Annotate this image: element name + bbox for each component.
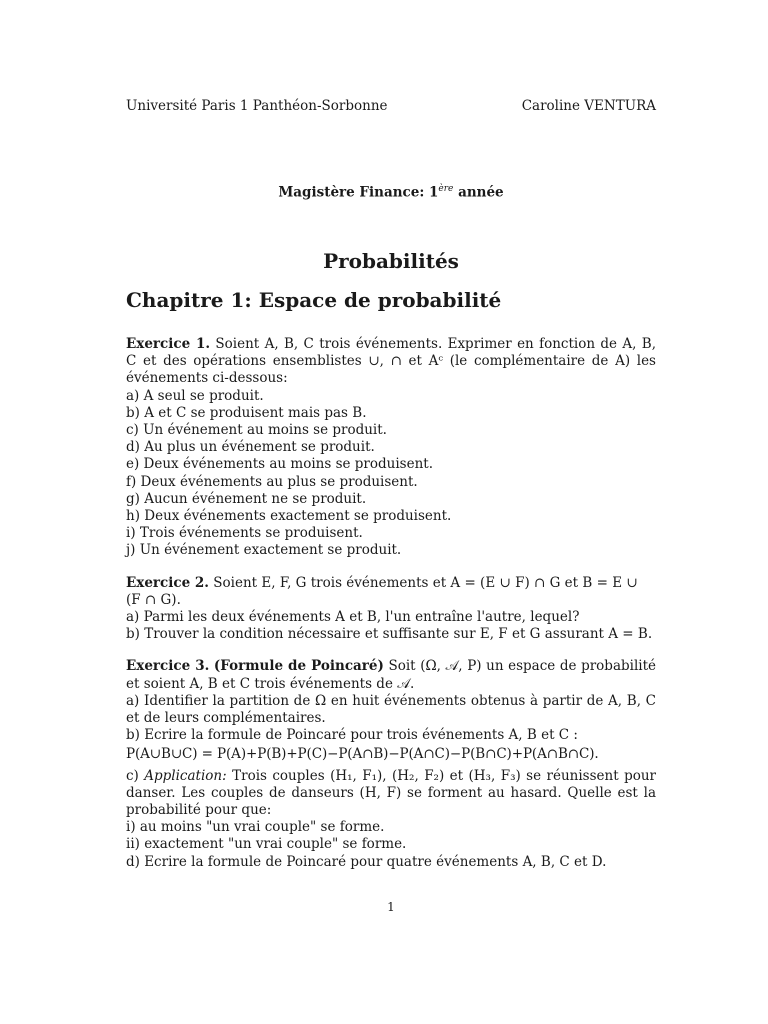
list-item: a) Parmi les deux événements A et B, l'un entraîne l'autre, lequel? bbox=[126, 609, 580, 626]
list-item: b) A et C se produisent mais pas B. bbox=[126, 404, 367, 421]
list-item: e) Deux événements au moins se produisent. bbox=[126, 456, 433, 473]
exercise-3-intro: Exercice 3. (Formule de Poincaré) Soit (Ω, 𝒜, P) un espace de probabilité et soient A, B et C trois événements de 𝒜. bbox=[126, 658, 657, 692]
university-name: Université Paris 1 Panthéon-Sorbonne bbox=[126, 98, 388, 114]
page-number: 1 bbox=[387, 900, 395, 914]
exercise-2-intro: Exercice 2. Soient E, F, G trois événements et A = (E ∪ F) ∩ G et B = E ∪ (F ∩ G). bbox=[126, 574, 638, 608]
list-item: a) A seul se produit. bbox=[126, 387, 264, 404]
list-item: ii) exactement "un vrai couple" se forme. bbox=[126, 836, 407, 853]
exercise-3-item-a: a) Identifier la partition de Ω en huit événements obtenus à partir de A, B, C et de leurs complémentaires. bbox=[126, 692, 656, 727]
list-item: b) Trouver la condition nécessaire et suffisante sur E, F et G assurant A = B. bbox=[126, 626, 653, 643]
exercise-1 bbox=[126, 336, 656, 560]
exercise-3-item-c: c) Application: Trois couples (H₁, F₁), (H₂, F₂) et (H₃, F₃) se réunissent pour danser. Les couples de danseurs (H, F) se forment au hasard. Quelle est la probabilité pour que: bbox=[126, 767, 656, 819]
poincare-formula: P(A∪B∪C) = P(A)+P(B)+P(C)−P(A∩B)−P(A∩C)−P(B∩C)+P(A∩B∩C). bbox=[126, 746, 599, 763]
document-body bbox=[126, 336, 656, 886]
list-item: c) Un événement au moins se produit. bbox=[126, 422, 387, 439]
list-item: i) au moins "un vrai couple" se forme. bbox=[126, 819, 385, 836]
chapter-title: Chapitre 1: Espace de probabilité bbox=[126, 288, 502, 312]
list-item: h) Deux événements exactement se produisent. bbox=[126, 508, 452, 525]
author-name: Caroline VENTURA bbox=[521, 98, 656, 114]
exercise-3 bbox=[126, 658, 656, 870]
course-title: Magistère Finance: 1ère année bbox=[278, 184, 504, 201]
exercise-3-item-b: b) Ecrire la formule de Poincaré pour trois événements A, B et C : bbox=[126, 727, 578, 744]
exercise-1-intro: Exercice 1. Soient A, B, C trois événements. Exprimer en fonction de A, B, C et des opérations ensemblistes ∪, ∩ et Aᶜ (le complémentaire de A) les événements ci-dessous: bbox=[126, 336, 656, 387]
list-item: g) Aucun événement ne se produit. bbox=[126, 490, 367, 507]
exercise-3-item-d: d) Ecrire la formule de Poincaré pour quatre événements A, B, C et D. bbox=[126, 853, 607, 870]
list-item: d) Au plus un événement se produit. bbox=[126, 439, 375, 456]
list-item: j) Un événement exactement se produit. bbox=[126, 542, 402, 559]
document-title: Probabilités bbox=[323, 249, 459, 273]
list-item: i) Trois événements se produisent. bbox=[126, 525, 363, 542]
exercise-2 bbox=[126, 575, 656, 644]
page-header bbox=[126, 98, 656, 114]
exercise-1-items bbox=[126, 388, 656, 560]
list-item: f) Deux événements au plus se produisent. bbox=[126, 473, 418, 490]
